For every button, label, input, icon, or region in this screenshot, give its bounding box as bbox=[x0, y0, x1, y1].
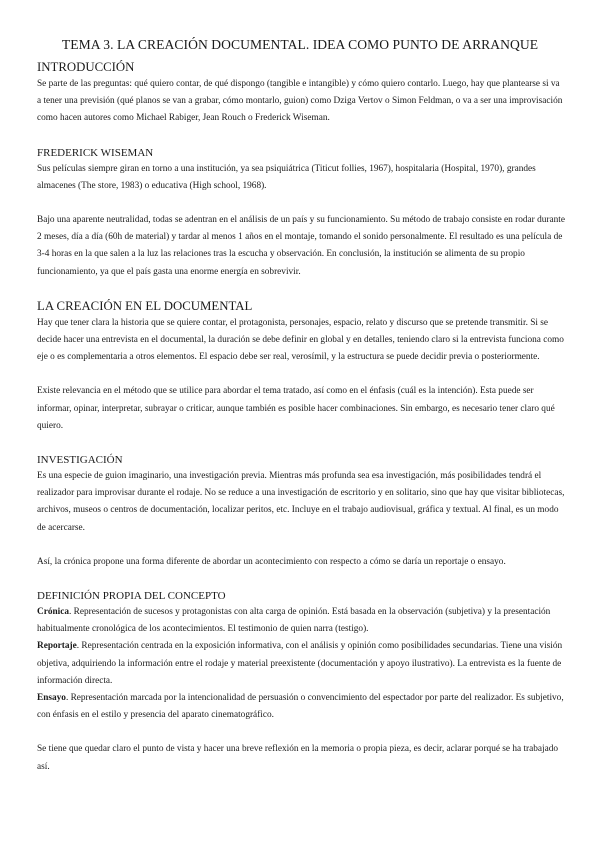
term-cronica: Crónica bbox=[37, 607, 70, 618]
text-reportaje: . Representación centrada en la exposición informativa, con el análisis y opinión como posibilidades secundarias. Tiene una visión objetiva, adquiriendo la información entre el rodaje y material preexistente (documentación y apoyo ilustrativo). La entrevista es la fuente de información directa. bbox=[37, 641, 563, 686]
document-title: TEMA 3. LA CREACIÓN DOCUMENTAL. IDEA COMO PUNTO DE ARRANQUE bbox=[61, 37, 539, 52]
heading-creacion: LA CREACIÓN EN EL DOCUMENTAL bbox=[37, 298, 253, 313]
paragraph-introduccion: Se parte de las preguntas: qué quiero contar, de qué dispongo (tangible e intangible) y cómo quiero contarlo. Luego, hay que plantearse si va a tener una previsión (qué planos se van a grabar, cómo montarlo, guion) como Dziga Vertov o Simon Feldman, o va a ser una improvisación como hacen autores como Michael Rabiger, Jean Rouch o Frederick Wiseman. bbox=[37, 79, 563, 124]
paragraph-creacion-2: Existe relevancia en el método que se utilice para abordar el tema tratado, así como en el énfasis (cuál es la intención). Esta puede ser informar, opinar, interpretar, subrayar o criticar, aunque también es posible hacer combinaciones. Sin embargo, es necesario tener claro qué quiero. bbox=[37, 386, 555, 431]
heading-wiseman: FREDERICK WISEMAN bbox=[37, 146, 154, 159]
term-ensayo: Ensayo bbox=[37, 693, 66, 704]
text-ensayo: . Representación marcada por la intencionalidad de persuasión o convencimiento del espectador por parte del realizador. Es subjetivo, con énfasis en el estilo y presencia del aparato cinematográfico. bbox=[37, 693, 564, 721]
paragraph-wiseman-1: Sus películas siempre giran en torno a una institución, ya sea psiquiátrica (Titicut follies, 1967), hospitalaria (Hospital, 1970), grandes almacenes (The store, 1983) o educativa (High school, 1968). bbox=[37, 163, 536, 191]
heading-introduccion: INTRODUCCIÓN bbox=[37, 60, 135, 74]
text-cronica: . Representación de sucesos y protagonistas con alta carga de opinión. Está basada en la observación (subjetiva) y la presentación habitualmente cronológica de los acontecimientos. El testimonio de quien narra (testigo). bbox=[37, 607, 551, 635]
paragraph-ensayo bbox=[37, 690, 565, 724]
paragraph-reportaje bbox=[37, 638, 565, 690]
heading-definicion: DEFINICIÓN PROPIA DEL CONCEPTO bbox=[37, 590, 226, 603]
paragraph-cronica bbox=[37, 604, 565, 638]
paragraph-investigacion-2: Así, la crónica propone una forma diferente de abordar un acontecimiento con respecto a cómo se daría un reportaje o ensayo. bbox=[37, 556, 506, 567]
paragraph-wiseman-2: Bajo una aparente neutralidad, todas se adentran en el análisis de un país y su funcionamiento. Su método de trabajo consiste en rodar durante 2 meses, día a día (60h de material) y tardar al menos 1 años en el montaje, tomando el sonido personalmente. El resultado es una película de 3-4 horas en la que salen a la luz las relaciones tras la escucha y observación. En conclusión, la institución se alimenta de su propio funcionamiento, ya que el país gasta una enorme energía en sobrevivir. bbox=[37, 215, 565, 277]
term-reportaje: Reportaje bbox=[37, 641, 77, 652]
paragraph-investigacion-1: Es una especie de guion imaginario, una investigación previa. Mientras más profunda sea esa investigación, más posibilidades tendrá el realizador para improvisar durante el rodaje. No se reduce a una investigación de escritorio y en solitario, sino que hay que visitar bibliotecas, archivos, museos o centros de documentación, localizar peritos, etc. Incluye en el trabajo audiovisual, gráfica y textual. Al final, es un modo de acercarse. bbox=[37, 471, 565, 533]
paragraph-creacion-1: Hay que tener clara la historia que se quiere contar, el protagonista, personajes, espacio, relato y discurso que se pretende transmitir. Si se decide hacer una entrevista en el documental, la duración se debe definir en global y en detalles, teniendo claro si la entrevista funciona como eje o es complementaria a otros elementos. El espacio debe ser real, verosímil, y la estructura se puede decidir previa o posteriormente. bbox=[37, 317, 564, 363]
heading-investigacion: INVESTIGACIÓN bbox=[37, 454, 123, 467]
paragraph-closing: Se tiene que quedar claro el punto de vista y hacer una breve reflexión en la memoria o propia pieza, es decir, aclarar porqué se ha trabajado así. bbox=[37, 744, 559, 772]
document-body bbox=[37, 59, 565, 776]
